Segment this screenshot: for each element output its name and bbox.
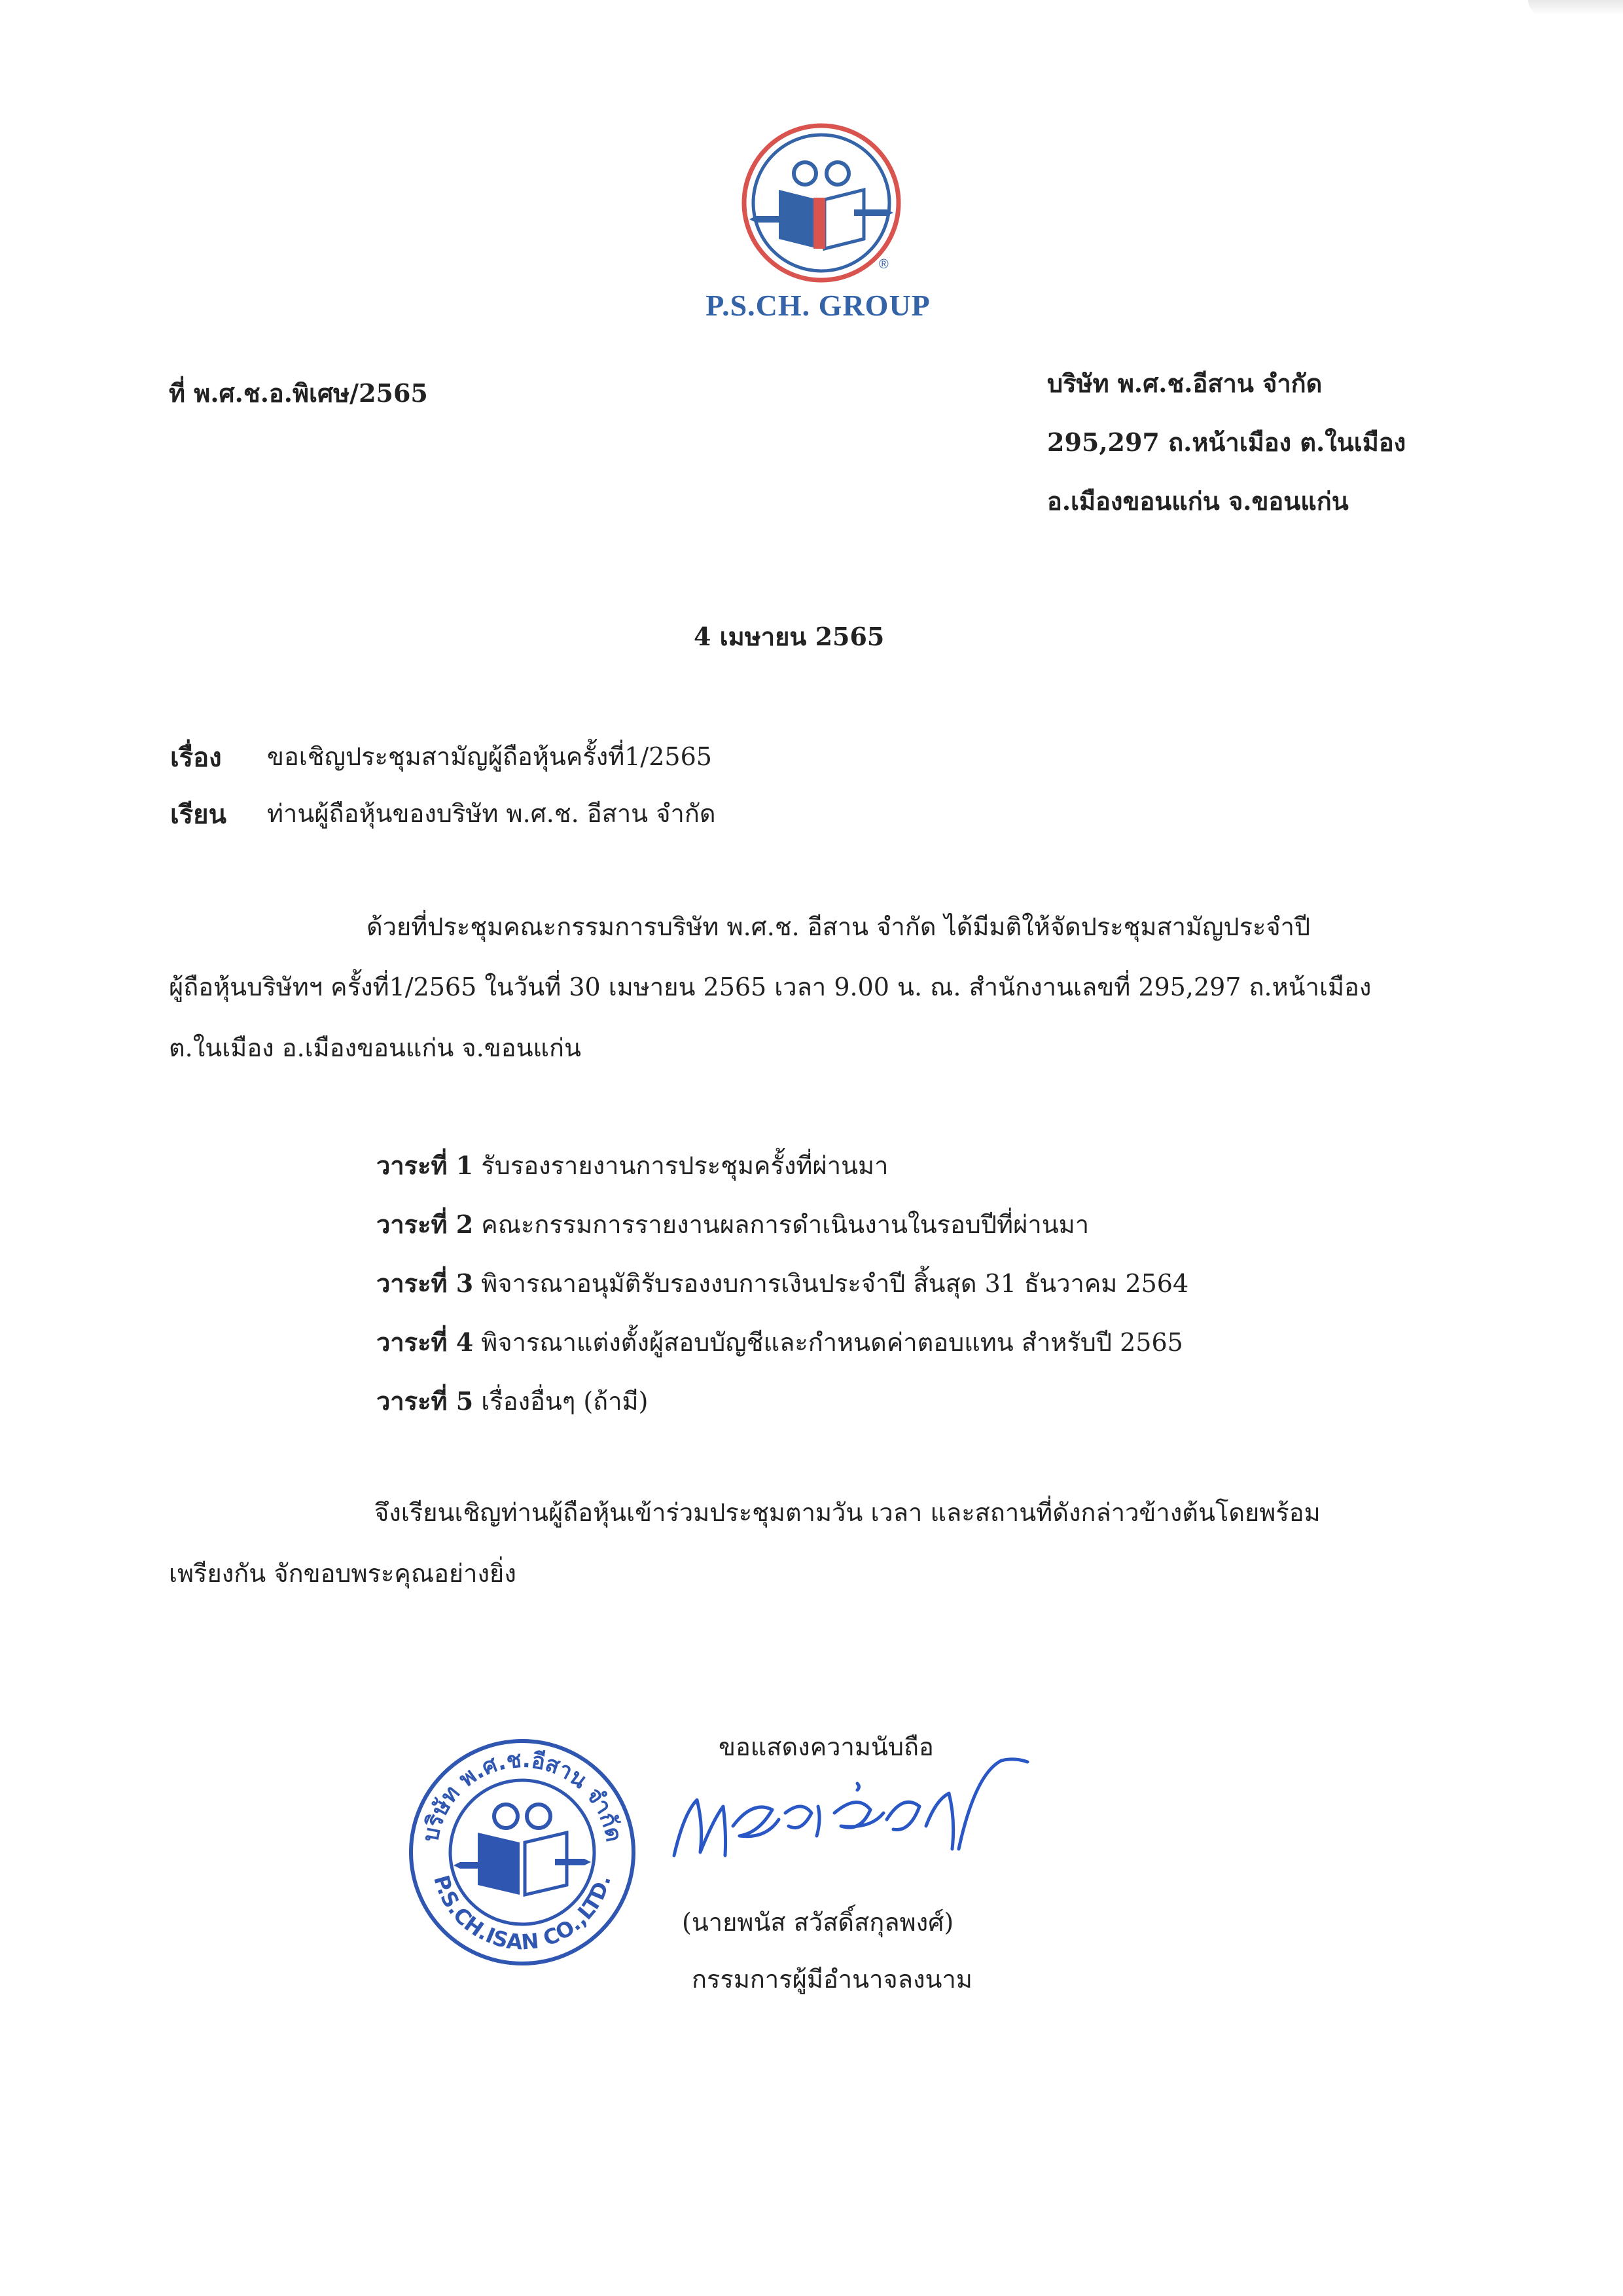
agenda-text: พิจารณาอนุมัติรับรองงบการเงินประจำปี สิ้นสุด 31 ธันวาคม 2564: [473, 1269, 1189, 1298]
agenda-item: [376, 1322, 1183, 1362]
agenda-label: วาระที่ 2: [376, 1210, 474, 1239]
agenda-text: รับรองรายงานการประชุมครั้งที่ผ่านมา: [473, 1151, 889, 1180]
agenda-item: [376, 1145, 888, 1185]
sender-company: บริษัท พ.ศ.ช.อีสาน จำกัด: [1047, 368, 1323, 398]
agenda-item: [376, 1381, 648, 1421]
scan-shadow: [1528, 0, 1623, 16]
svg-text:บริษัท พ.ศ.ช.อีสาน จำกัด: [418, 1747, 627, 1844]
agenda-item: [376, 1204, 1089, 1244]
handwritten-signature: [661, 1721, 1041, 1885]
subject-label: เรื่อง: [170, 742, 222, 773]
sender-address-line2: อ.เมืองขอนแก่น จ.ขอนแก่น: [1047, 486, 1349, 516]
closing-line-2: เพรียงกัน จักขอบพระคุณอย่างยิ่ง: [169, 1559, 516, 1588]
agenda-label: วาระที่ 4: [376, 1327, 474, 1357]
company-seal: [404, 1734, 640, 1970]
seal-top-text: บริษัท พ.ศ.ช.อีสาน จำกัด: [417, 1746, 628, 1844]
seal-bottom-text: P.S.CH.ISAN CO.,LTD.: [429, 1872, 616, 1955]
body-line-3: ต.ในเมือง อ.เมืองขอนแก่น จ.ขอนแก่น: [169, 1033, 582, 1062]
body-line-1: ด้วยที่ประชุมคณะกรรมการบริษัท พ.ศ.ช. อีสาน จำกัด ได้มีมติให้จัดประชุมสามัญประจำปี: [366, 912, 1311, 941]
agenda-text: เรื่องอื่นๆ (ถ้ามี): [473, 1387, 649, 1416]
recipient-text: ท่านผู้ถือหุ้นของบริษัท พ.ศ.ช. อีสาน จำกัด: [267, 799, 716, 828]
signatory-name: (นายพนัส สวัสดิ์สกุลพงศ์): [682, 1908, 954, 1937]
agenda-text: คณะกรรมการรายงานผลการดำเนินงานในรอบปีที่ผ่านมา: [473, 1210, 1090, 1239]
regards-text: ขอแสดงความนับถือ: [719, 1732, 934, 1761]
agenda-label: วาระที่ 5: [376, 1386, 474, 1416]
agenda-text: พิจารณาแต่งตั้งผู้สอบบัญชีและกำหนดค่าตอบแทน สำหรับปี 2565: [473, 1328, 1183, 1357]
sender-address-line1: 295,297 ถ.หน้าเมือง ต.ในเมือง: [1047, 427, 1406, 457]
closing-line-1: จึงเรียนเชิญท่านผู้ถือหุ้นเข้าร่วมประชุมตามวัน เวลา และสถานที่ดังกล่าวข้างต้นโดยพร้อม: [374, 1498, 1321, 1527]
agenda-label: วาระที่ 3: [376, 1268, 474, 1298]
recipient-label: เรียน: [170, 799, 226, 830]
svg-text:®: ®: [879, 257, 889, 272]
body-line-2: ผู้ถือหุ้นบริษัทฯ ครั้งที่1/2565 ในวันที่ 30 เมษายน 2565 เวลา 9.00 น. ณ. สำนักงานเลขที่ 295,297 ถ.หน้าเมือง: [169, 973, 1372, 1001]
subject-text: ขอเชิญประชุมสามัญผู้ถือหุ้นครั้งที่1/2565: [267, 742, 712, 771]
agenda-item: [376, 1263, 1188, 1303]
signatory-title: กรรมการผู้มีอำนาจลงนาม: [692, 1965, 972, 1994]
letter-date: 4 เมษายน 2565: [694, 622, 885, 651]
agenda-label: วาระที่ 1: [376, 1151, 474, 1180]
brand-name: P.S.CH. GROUP: [705, 289, 931, 322]
reference-number: ที่ พ.ศ.ช.อ.พิเศษ/2565: [169, 378, 428, 408]
